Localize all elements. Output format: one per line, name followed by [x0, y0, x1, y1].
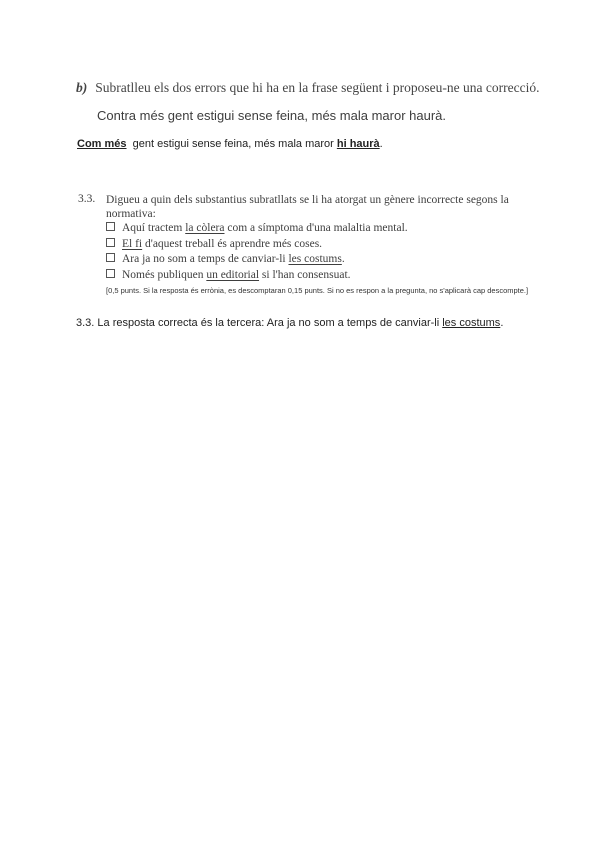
option-1-text-post: com a símptoma d'una malaltia mental.: [224, 222, 408, 234]
checkbox-option-3[interactable]: [106, 253, 115, 262]
option-4-underlined-noun: un editorial: [206, 268, 260, 281]
option-2[interactable]: [106, 237, 548, 253]
option-3-text-pre: Ara ja no som a temps de canviar-li: [122, 253, 289, 265]
option-4-text-pre: Només publiquen: [122, 268, 207, 281]
option-4-text-post: si l'han consensuat.: [259, 268, 351, 281]
part-b-letter: b): [76, 80, 88, 95]
option-4[interactable]: [106, 268, 548, 284]
answer-3-3-underlined: les costums: [442, 317, 501, 329]
part-b-answer: [77, 138, 383, 150]
answer-text-end: .: [379, 138, 383, 150]
option-2-underlined-noun: El fi: [122, 237, 143, 250]
option-1-underlined-noun: la còlera: [185, 222, 225, 234]
option-3-underlined-noun: les costums: [288, 253, 342, 265]
part-b-sentence: Contra més gent estigui sense feina, més mala maror haurà.: [97, 108, 447, 123]
answer-correction-1: Com més: [77, 138, 127, 150]
question-number: 3.3.: [78, 193, 96, 205]
answer-3-3-text: 3.3. La resposta correcta és la tercera: Ara ja no som a temps de canviar-li: [76, 317, 443, 329]
option-2-text-post: d'aquest treball és aprendre més coses.: [142, 237, 323, 250]
option-3-text-post: .: [341, 253, 345, 265]
answer-text-middle: gent estigui sense feina, més mala maror: [126, 138, 337, 150]
answer-3-3: [76, 317, 503, 329]
answer-correction-2: hi haurà: [336, 138, 380, 150]
option-3[interactable]: [106, 252, 548, 268]
part-b-instruction: [76, 80, 539, 96]
checkbox-option-1[interactable]: [106, 222, 115, 231]
checkbox-option-4[interactable]: [106, 269, 115, 278]
option-1-text-pre: Aquí tractem: [122, 222, 186, 234]
question-3-3: [78, 193, 548, 297]
question-stem: Digueu a quin dels substantius subratllats se li ha atorgat un gènere incorrecte segons la normativa:: [106, 194, 509, 220]
part-b-instruction-text: Subratlleu els dos errors que hi ha en la frase següent i proposeu-ne una correcció.: [95, 80, 540, 95]
scoring-note: [0,5 punts. Si la resposta és errònia, es descomptaran 0,15 punts. Si no es respon a la pregunta, no s'aplicarà cap descompte.]: [106, 286, 529, 295]
option-1[interactable]: [106, 221, 548, 237]
checkbox-option-2[interactable]: [106, 238, 115, 247]
answer-3-3-end: .: [500, 317, 504, 329]
